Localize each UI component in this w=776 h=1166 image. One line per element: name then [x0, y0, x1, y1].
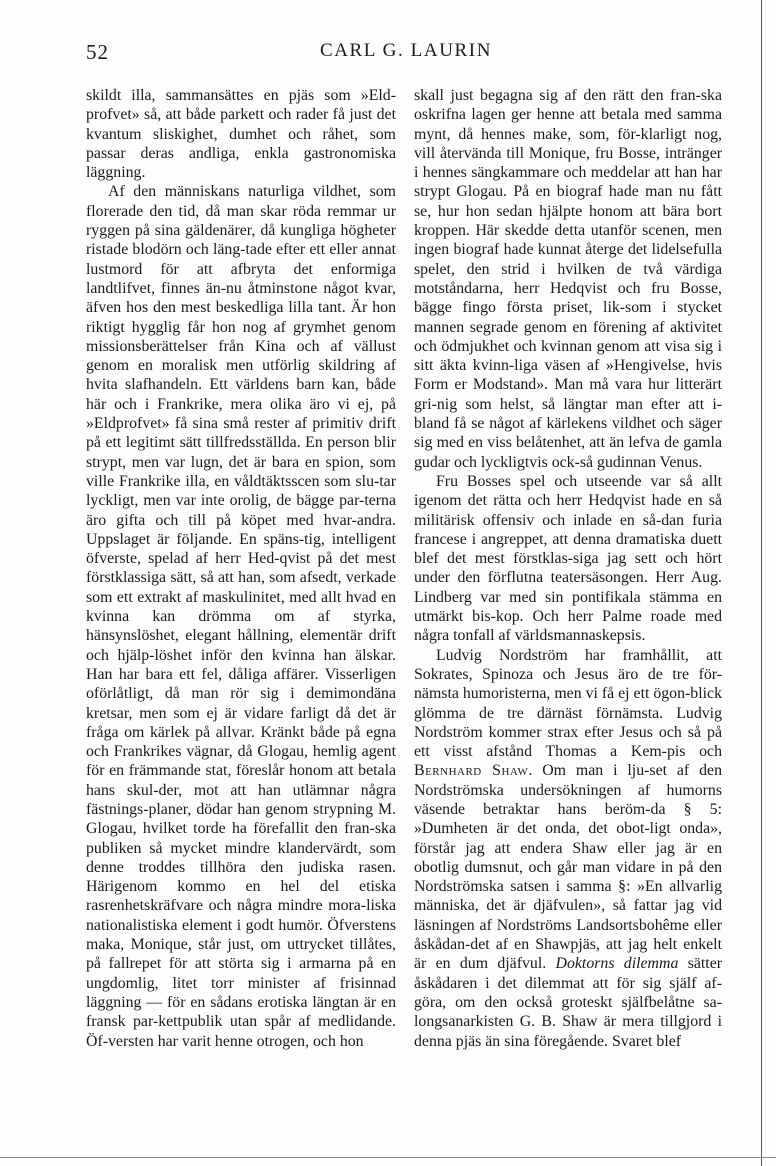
page-number: 52	[86, 40, 109, 64]
play-title: Doktorns dilemma	[555, 955, 679, 973]
left-column	[86, 86, 396, 1051]
author-name: Bernhard Shaw	[414, 762, 529, 780]
paragraph: skildt illa, sammansättes en pjäs som »Eld-profvet» så, att både parkett och rader få just det kvantum sliskighet, dumhet och råhet, som passar deras andliga, enkla gastronomiska läggning.	[86, 87, 396, 182]
paragraph-text: sätter åskådaren i det dilemmat att för sig själf af-göra, om den också groteskt själfbelåtne sa-longsanarkisten G. B. Shaw är mera tillgjord i denna pjäs än sina föregående. Svaret blef	[414, 955, 722, 1050]
paragraph: skall just begagna sig af den rätt den fran-ska oskrifna lagen ger henne att betala med samma mynt, då hennes make, som, för-klarligt nog, vill återvända till Monique, fru Bosse, intränger i hennes sängkammare och meddelar att han har strypt Glogau. På en biograf hade man nu fått se, hur hon sedan hjälpte honom att bära bort kroppen. Här skedde detta utanför scenen, men ingen biograf hade kunnat återge det lidelsefulla spelet, den strid i hvilken de två värdiga motståndarna, herr Hedqvist och fru Bosse, bägge fingo första priset, lik-som i stycket mannen segrade genom en förening af aktivitet och ödmjukhet och kvinnan genom att visa sig i sitt äkta kvinn-liga väsen af »Hengivelse, hvis Form er Modstand». Man må vara hur litterärt gri-nig som helst, så längtar man efter att i-bland få se något af kärlekens vildhet och säger sig med en viss belåtenhet, att än lefva de gamla gudar och lyckligtvis ock-så gudinnan Venus.	[414, 87, 722, 471]
paragraph	[414, 646, 722, 1051]
paragraph-text: Ludvig Nordström har framhållit, att Sokrates, Spinoza och Jesus äro de tre för-nämsta humoristerna, men vi få ej ett ögon-blick glömma de tre därnäst förnämsta. Ludvig Nordström kommer strax efter Jesus och så på ett visst afstånd Thomas a Kem-pis och	[414, 646, 722, 761]
page-header	[86, 40, 726, 70]
paragraph: Af den människans naturliga vildhet, som florerade den tid, då man skar röda remmar ur ryggen på sina gäldenärer, då kungliga högheter ristade blodörn och läng-tade efter ett eller annat lustmord för att afbryta det enformiga landtlifvet, finnes än-nu åtminstone något kvar, äfven hos den mest beskedliga lilla tant. Är hon riktigt hygglig får hon nog af grymhet genom missionsberättelser från Kina och af vällust genom en moralisk men utförlig skildring af hvita slafhandeln. Ett världens barn kan, både här och i Frankrike, mera olika äro vi ej, på »Eldprofvet» få sina små rester af primitiv drift på ett legitimt sätt tillfredsställda. En person blir strypt, men var lugn, det är bara en spion, som ville Frankrike illa, en våldtäktsscen som slu-tar lyckligt, men var inte orolig, de bägge par-terna äro gifta och till på köpet med hvar-andra. Uppslaget är följande. En späns-tig, intelligent öfverste, spelad af herr Hed-qvist på det mest förstklassiga sätt, så att han, som afsedt, verkade som ett extrakt af maskulinitet, med allt hvad en kvinna kan drömma om af styrka, hänsynslöshet, elegant hållning, elementär drift och hjälp-löshet inför den kvinna han älskar. Han har bara ett fel, dåliga affärer. Visserligen oförlåtligt, då man rör sig i demimondäna kretsar, men som ej är vidare farligt då det är fråga om kärlek på allvar. Kränkt både på egna och Frankrikes vägnar, då Glogau, hemlig agent för en främmande stat, föreslår honom att betala hans skul-der, mot att han utlämnar några fästnings-planer, dödar han genom strypning M. Glogau, hvilket torde ha förefallit den fran-ska publiken så mycket mindre klandervärdt, som denne troddes tillhöra den judiska rasen. Härigenom kommo en hel del etiska rasrenhetskräfvare och några mindre mora-liska nationalistiska element i godt humör. Öfverstens maka, Monique, står just, om uttrycket tillåtes, på fallrepet för att störta sig i armarna på en ungdomlig, litet torr minister af frisinnad läggning — för en sådans erotiska längtan är en fransk par-kettpublik utan spår af medlidande. Öf-versten har varit henne otrogen, och hon	[86, 183, 396, 1050]
paragraph-text: . Om man i lju-set af den Nordströmska undersökningen af humorns väsende betraktar hans beröm-da § 5: »Dumheten är det onda, det obot-ligt onda», förstår jag att endera Shaw eller jag är en obotlig dumsnut, och går man vidare in på den Nordströmska satsen i samma §: »En allvarlig människa, det är djäfvulen», så fattar jag vid läsningen af Nordströms Landsortsbohême eller åskådan-det af en Shawpjäs, att jag helt enkelt är en dum djäfvul.	[414, 762, 722, 973]
page-edge-bottom	[0, 1157, 776, 1158]
running-title: CARL G. LAURIN	[319, 40, 493, 61]
right-column	[414, 86, 722, 1051]
page-edge-right	[761, 0, 762, 1166]
paragraph: Fru Bosses spel och utseende var så allt igenom det rätta och herr Hedqvist hade en så militärisk offensiv och inlade en så-dan furia francese i angreppet, att denna dramatiska duett blef det mest förstklas-siga jag sett och hört under den förflutna teatersäsongen. Herr Aug. Lindberg var med sin pontifikala stämma en utmärkt bis-kop. Och herr Palme roade med några tonfall af världsmannaskepsis.	[414, 472, 722, 645]
